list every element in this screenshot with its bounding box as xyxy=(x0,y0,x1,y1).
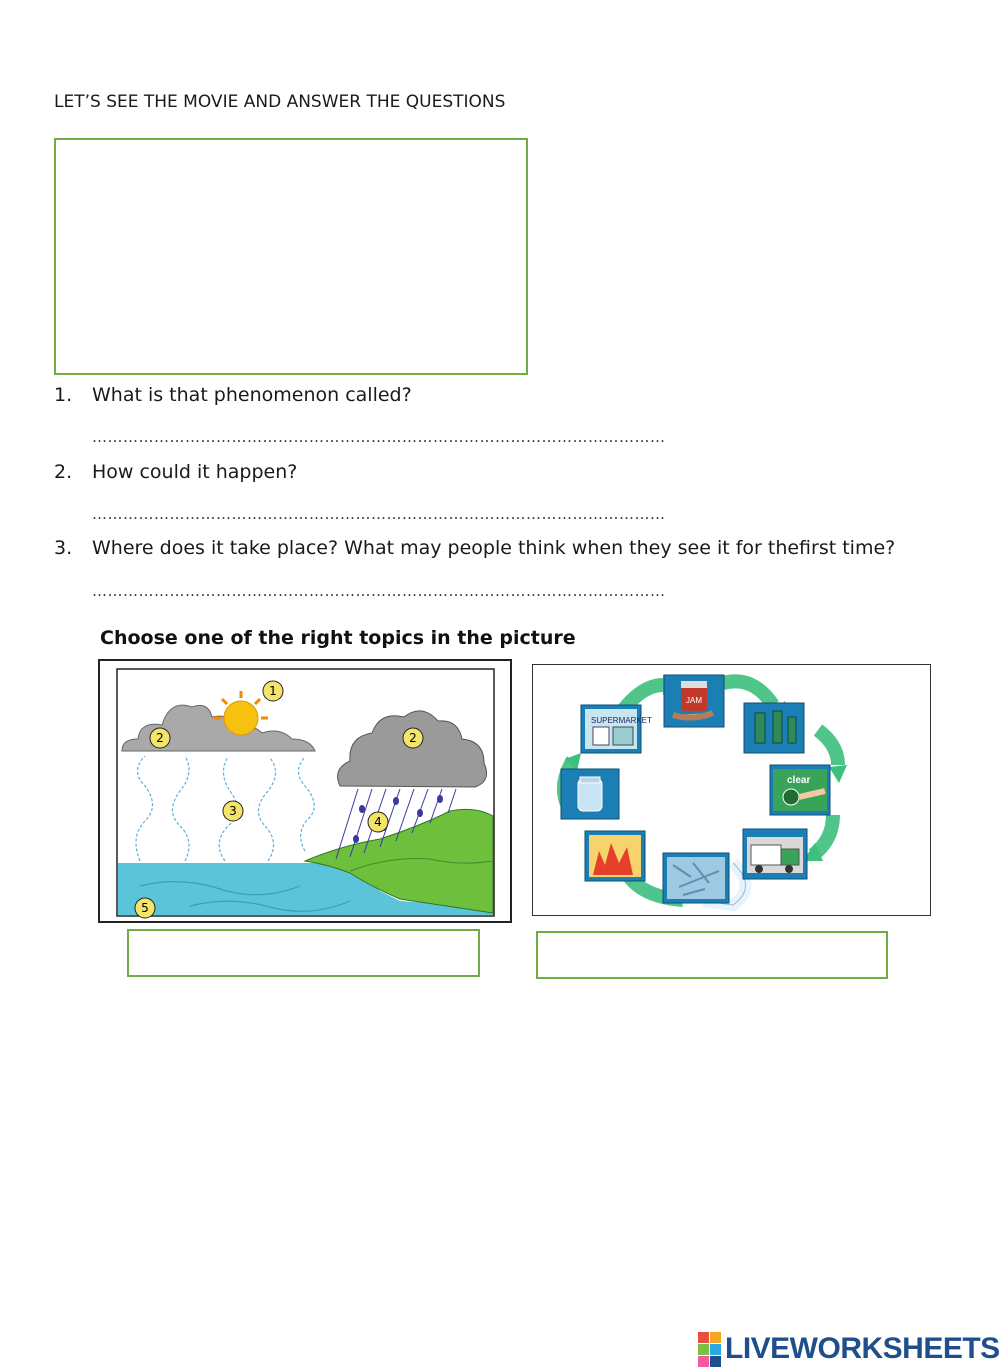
recycling-cycle-picture xyxy=(532,664,931,916)
section-heading: Choose one of the right topics in the picture xyxy=(100,627,576,649)
bin-label: clear xyxy=(787,775,811,786)
question-1 xyxy=(54,384,412,406)
logo-text: LIVEWORKSHEETS xyxy=(725,1332,1000,1365)
page-heading: LET’S SEE THE MOVIE AND ANSWER THE QUESTIONS xyxy=(54,92,506,112)
recycling-cycle-illustration xyxy=(533,665,930,915)
answer-input-2[interactable] xyxy=(538,933,886,977)
marker-label: 2 xyxy=(409,731,417,745)
marker-label: 5 xyxy=(141,901,149,915)
video-player[interactable] xyxy=(54,138,528,375)
question-number: 3. xyxy=(54,537,73,559)
question-number: 1. xyxy=(54,384,73,406)
marker-label: 3 xyxy=(229,804,237,818)
marker-label: 4 xyxy=(374,815,382,829)
question-number: 2. xyxy=(54,461,73,483)
water-cycle-picture xyxy=(98,659,512,923)
question-text: How could it happen? xyxy=(92,461,298,483)
answer-box-recycling[interactable] xyxy=(536,931,888,979)
question-2 xyxy=(54,461,297,483)
liveworksheets-logo[interactable] xyxy=(698,1333,1000,1365)
store-sign: SUPERMARKET xyxy=(591,716,652,725)
logo-blocks-icon xyxy=(698,1332,721,1367)
answer-line-1[interactable]: ………………………………………………………………………………………………… xyxy=(92,428,666,446)
jar-label: JAM xyxy=(686,696,702,705)
answer-line-2[interactable]: ………………………………………………………………………………………………… xyxy=(92,505,666,523)
marker-label: 1 xyxy=(269,684,277,698)
question-3 xyxy=(54,537,895,559)
answer-box-water-cycle[interactable] xyxy=(127,929,480,977)
question-text: What is that phenomenon called? xyxy=(92,384,412,406)
answer-input-1[interactable] xyxy=(129,931,478,975)
question-text: Where does it take place? What may people think when they see it for thefirst time? xyxy=(92,537,896,559)
marker-label: 2 xyxy=(156,731,164,745)
water-cycle-illustration xyxy=(100,661,510,921)
answer-line-3[interactable]: ………………………………………………………………………………………………… xyxy=(92,582,666,600)
